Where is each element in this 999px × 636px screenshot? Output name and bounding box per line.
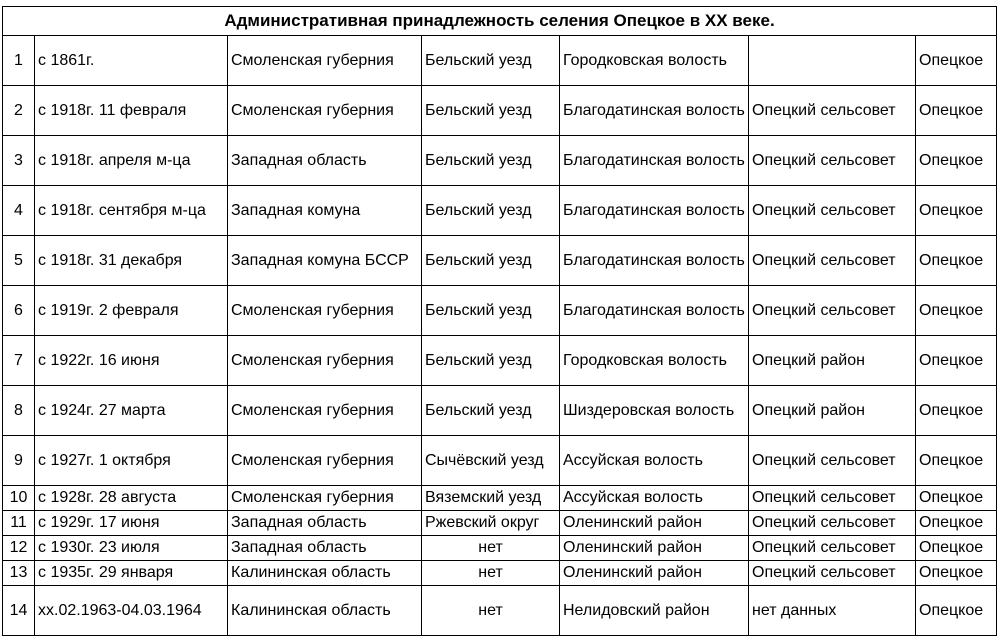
table-row (3, 436, 997, 486)
district-cell: нет (422, 586, 560, 636)
table-row (3, 486, 997, 511)
region-cell: Смоленская губерния (228, 336, 422, 386)
row-number: 14 (3, 586, 35, 636)
region-cell: Смоленская губерния (228, 486, 422, 511)
row-number: 8 (3, 386, 35, 436)
table-row (3, 586, 997, 636)
district-cell: нет (422, 561, 560, 586)
council-cell: Опецкий район (749, 336, 916, 386)
village-cell: Опецкое (916, 86, 997, 136)
date-cell: с 1929г. 17 июня (35, 511, 228, 536)
region-cell: Западная комуна (228, 186, 422, 236)
admin-history-table (2, 6, 997, 636)
council-cell: Опецкий район (749, 386, 916, 436)
council-cell: Опецкий сельсовет (749, 536, 916, 561)
date-cell: с 1935г. 29 января (35, 561, 228, 586)
village-cell: Опецкое (916, 336, 997, 386)
district-cell: нет (422, 536, 560, 561)
volost-cell: Ассуйская волость (560, 486, 749, 511)
district-cell: Бельский уезд (422, 286, 560, 336)
region-cell: Смоленская губерния (228, 436, 422, 486)
region-cell: Смоленская губерния (228, 386, 422, 436)
region-cell: Западная область (228, 511, 422, 536)
village-cell: Опецкое (916, 186, 997, 236)
region-cell: Смоленская губерния (228, 36, 422, 86)
date-cell: xx.02.1963-04.03.1964 (35, 586, 228, 636)
village-cell: Опецкое (916, 536, 997, 561)
village-cell: Опецкое (916, 286, 997, 336)
village-cell: Опецкое (916, 236, 997, 286)
row-number: 12 (3, 536, 35, 561)
volost-cell: Городковская волость (560, 336, 749, 386)
table-row (3, 236, 997, 286)
council-cell: Опецкий сельсовет (749, 511, 916, 536)
title-row (3, 7, 997, 36)
district-cell: Бельский уезд (422, 86, 560, 136)
district-cell: Бельский уезд (422, 36, 560, 86)
region-cell: Калининская область (228, 586, 422, 636)
district-cell: Бельский уезд (422, 336, 560, 386)
date-cell: с 1930г. 23 июля (35, 536, 228, 561)
volost-cell: Ассуйская волость (560, 436, 749, 486)
district-cell: Сычёвский уезд (422, 436, 560, 486)
district-cell: Бельский уезд (422, 136, 560, 186)
village-cell: Опецкое (916, 586, 997, 636)
village-cell: Опецкое (916, 561, 997, 586)
row-number: 6 (3, 286, 35, 336)
table-row (3, 511, 997, 536)
volost-cell: Оленинский район (560, 536, 749, 561)
row-number: 2 (3, 86, 35, 136)
district-cell: Бельский уезд (422, 386, 560, 436)
row-number: 5 (3, 236, 35, 286)
council-cell: нет данных (749, 586, 916, 636)
row-number: 7 (3, 336, 35, 386)
village-cell: Опецкое (916, 386, 997, 436)
volost-cell: Благодатинская волость (560, 86, 749, 136)
date-cell: с 1918г. сентября м-ца (35, 186, 228, 236)
table-row (3, 536, 997, 561)
council-cell: Опецкий сельсовет (749, 86, 916, 136)
table-row (3, 136, 997, 186)
table-row (3, 336, 997, 386)
table-row (3, 561, 997, 586)
row-number: 9 (3, 436, 35, 486)
region-cell: Калининская область (228, 561, 422, 586)
village-cell: Опецкое (916, 436, 997, 486)
district-cell: Бельский уезд (422, 186, 560, 236)
district-cell: Вяземский уезд (422, 486, 560, 511)
village-cell: Опецкое (916, 36, 997, 86)
district-cell: Бельский уезд (422, 236, 560, 286)
date-cell: с 1919г. 2 февраля (35, 286, 228, 336)
volost-cell: Нелидовский район (560, 586, 749, 636)
table-row (3, 86, 997, 136)
village-cell: Опецкое (916, 136, 997, 186)
volost-cell: Шиздеровская волость (560, 386, 749, 436)
council-cell (749, 36, 916, 86)
date-cell: с 1918г. 11 февраля (35, 86, 228, 136)
table-title: Административная принадлежность селения Опецкое в XX веке. (3, 7, 997, 36)
council-cell: Опецкий сельсовет (749, 561, 916, 586)
row-number: 1 (3, 36, 35, 86)
date-cell: с 1861г. (35, 36, 228, 86)
volost-cell: Благодатинская волость (560, 186, 749, 236)
table-row (3, 186, 997, 236)
region-cell: Смоленская губерния (228, 86, 422, 136)
date-cell: с 1918г. 31 декабря (35, 236, 228, 286)
row-number: 4 (3, 186, 35, 236)
region-cell: Западная область (228, 136, 422, 186)
region-cell: Западная комуна БССР (228, 236, 422, 286)
council-cell: Опецкий сельсовет (749, 236, 916, 286)
district-cell: Ржевский округ (422, 511, 560, 536)
date-cell: с 1922г. 16 июня (35, 336, 228, 386)
volost-cell: Благодатинская волость (560, 136, 749, 186)
table-row (3, 386, 997, 436)
region-cell: Западная область (228, 536, 422, 561)
volost-cell: Благодатинская волость (560, 286, 749, 336)
volost-cell: Городковская волость (560, 36, 749, 86)
table-row (3, 286, 997, 336)
council-cell: Опецкий сельсовет (749, 136, 916, 186)
village-cell: Опецкое (916, 511, 997, 536)
council-cell: Опецкий сельсовет (749, 286, 916, 336)
region-cell: Смоленская губерния (228, 286, 422, 336)
council-cell: Опецкий сельсовет (749, 186, 916, 236)
row-number: 3 (3, 136, 35, 186)
date-cell: с 1924г. 27 марта (35, 386, 228, 436)
row-number: 11 (3, 511, 35, 536)
volost-cell: Оленинский район (560, 511, 749, 536)
volost-cell: Оленинский район (560, 561, 749, 586)
row-number: 13 (3, 561, 35, 586)
village-cell: Опецкое (916, 486, 997, 511)
date-cell: с 1927г. 1 октября (35, 436, 228, 486)
row-number: 10 (3, 486, 35, 511)
council-cell: Опецкий сельсовет (749, 486, 916, 511)
table-row (3, 36, 997, 86)
volost-cell: Благодатинская волость (560, 236, 749, 286)
date-cell: с 1918г. апреля м-ца (35, 136, 228, 186)
council-cell: Опецкий сельсовет (749, 436, 916, 486)
date-cell: с 1928г. 28 августа (35, 486, 228, 511)
